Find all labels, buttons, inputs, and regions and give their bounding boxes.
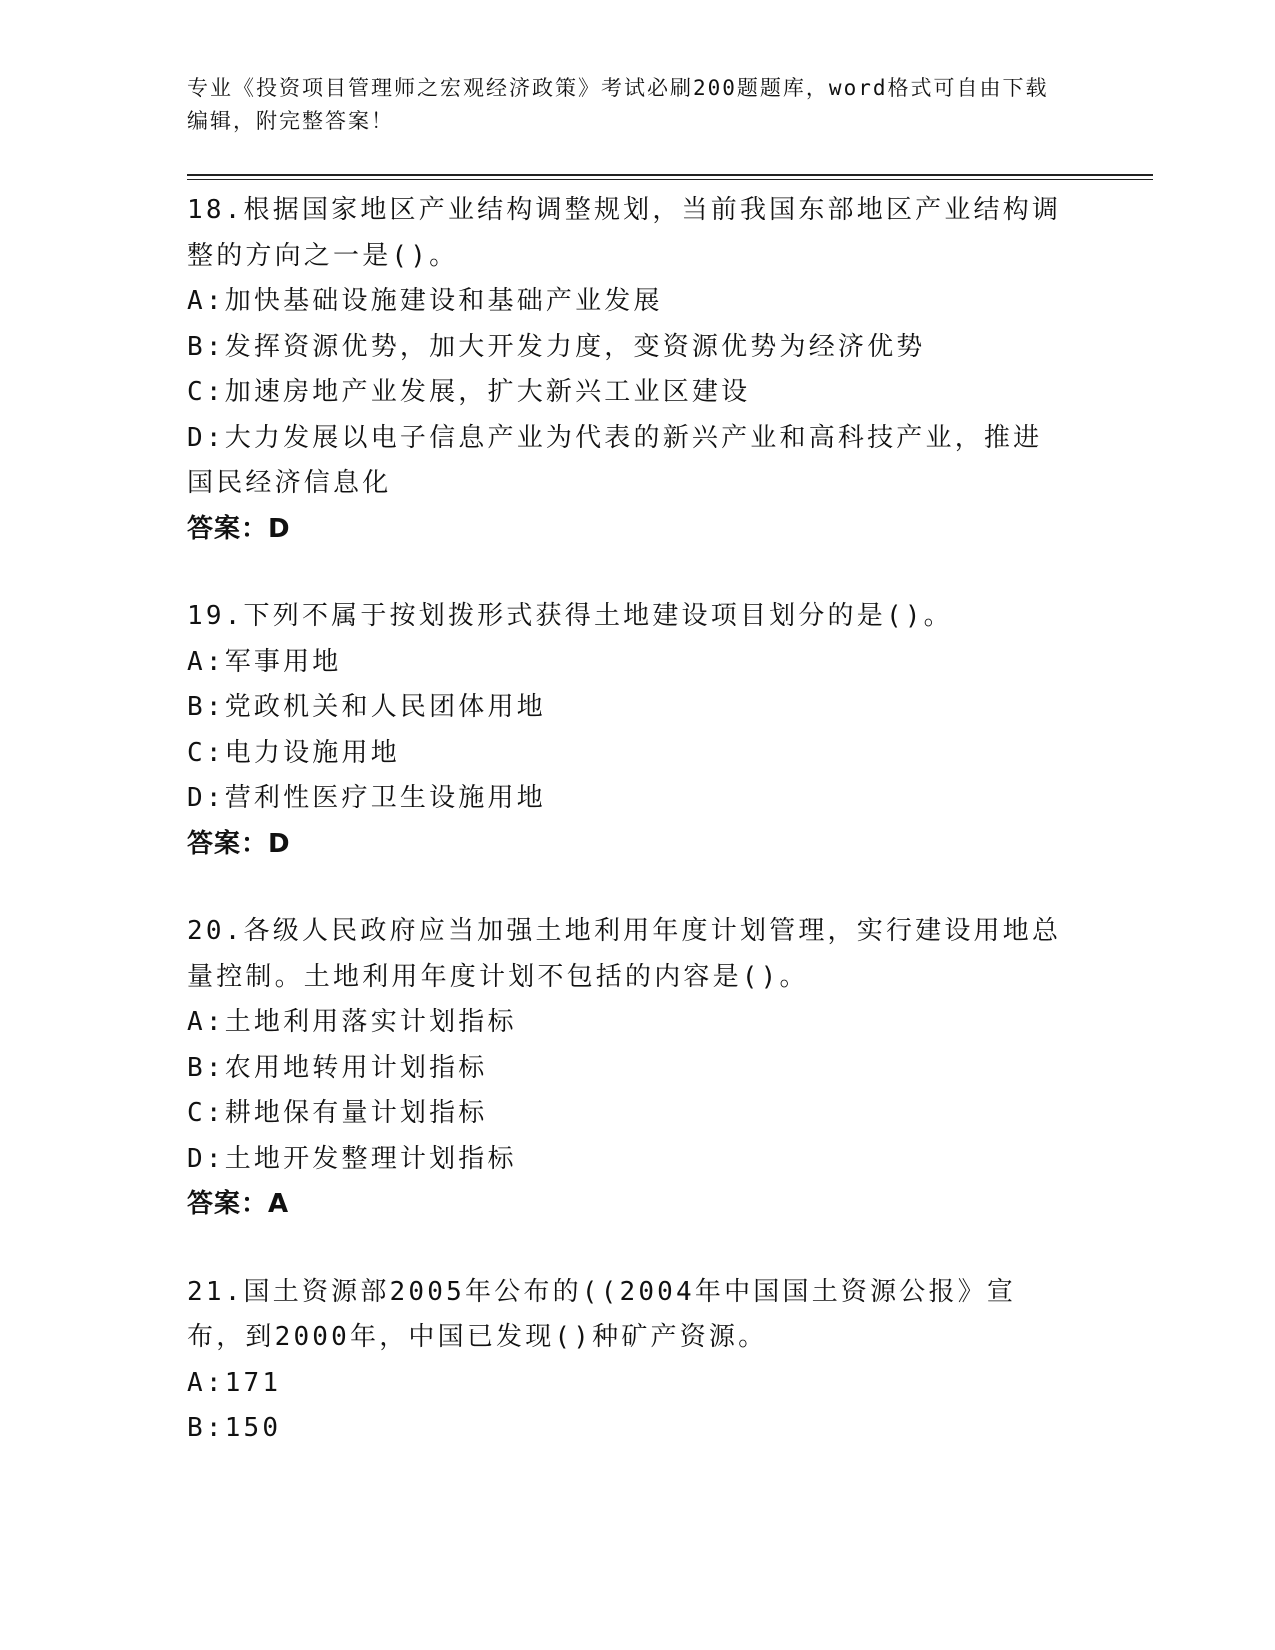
question-list <box>187 188 1153 1452</box>
document-header: 专业《投资项目管理师之宏观经济政策》考试必刷200题题库，word格式可自由下载编辑，附完整答案！ <box>187 76 1049 133</box>
question-stem: 18.根据国家地区产业结构调整规划，当前我国东部地区产业结构调整的方向之一是()。 <box>187 195 1062 271</box>
answer: 答案：D <box>187 828 291 859</box>
option-b: B:150 <box>187 1413 282 1443</box>
option-a: A:171 <box>187 1367 282 1398</box>
option-d: D:营利性医疗卫生设施用地 <box>187 783 546 813</box>
document-page <box>187 72 1153 1494</box>
question-19 <box>187 594 1153 867</box>
option-d: D:土地开发整理计划指标 <box>187 1143 517 1174</box>
option-a: A:军事用地 <box>187 646 342 677</box>
option-a: A:土地利用落实计划指标 <box>187 1007 517 1037</box>
question-18 <box>187 188 1153 552</box>
option-c: C:耕地保有量计划指标 <box>187 1098 488 1128</box>
question-stem: 21.国土资源部2005年公布的((2004年中国国土资源公报》宣布，到2000年，中国已发现()种矿产资源。 <box>187 1276 1017 1352</box>
option-b: B:党政机关和人民团体用地 <box>187 692 546 722</box>
option-b: B:发挥资源优势，加大开发力度，变资源优势为经济优势 <box>187 331 926 362</box>
option-d: D:大力发展以电子信息产业为代表的新兴产业和高科技产业，推进国民经济信息化 <box>187 422 1043 498</box>
question-stem: 19.下列不属于按划拨形式获得土地建设项目划分的是()。 <box>187 601 953 631</box>
question-21 <box>187 1270 1153 1452</box>
option-c: C:电力设施用地 <box>187 737 400 768</box>
answer: 答案：A <box>187 1189 290 1219</box>
answer: 答案：D <box>187 513 291 544</box>
option-a: A:加快基础设施建设和基础产业发展 <box>187 286 663 316</box>
question-stem: 20.各级人民政府应当加强土地利用年度计划管理，实行建设用地总量控制。土地利用年度计划不包括的内容是()。 <box>187 916 1062 992</box>
option-b: B:农用地转用计划指标 <box>187 1052 488 1083</box>
option-c: C:加速房地产业发展，扩大新兴工业区建设 <box>187 377 751 407</box>
header-divider <box>187 174 1153 180</box>
question-20 <box>187 909 1153 1228</box>
